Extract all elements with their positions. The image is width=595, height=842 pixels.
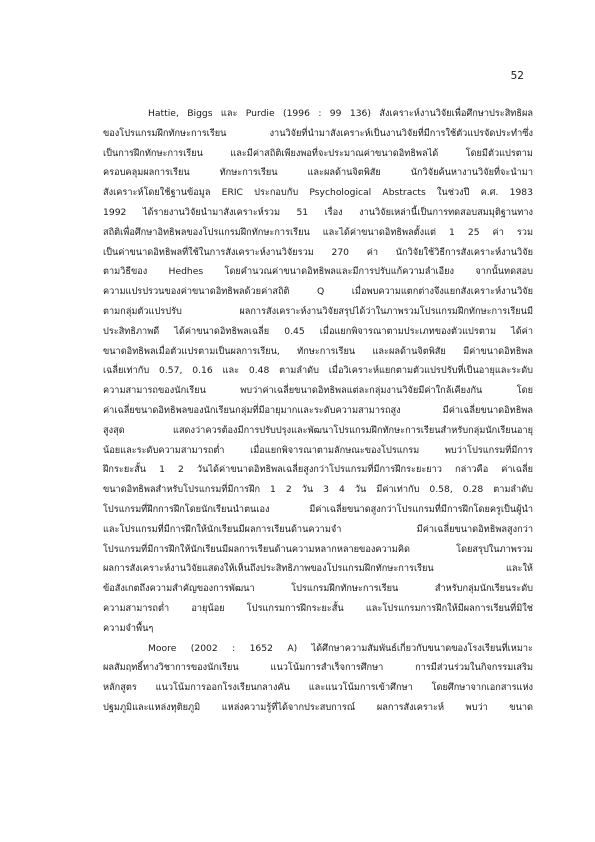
text-line: ประสิทธิภาพดี ได้ค่าขนาดอิทธิพลเฉลี่ย 0.45 เมื่อแยกพิจารณาตามประเภทของตัวแปรตาม ได้ค่า <box>103 325 533 337</box>
text-line: ฝึกระยะสั้น 1 2 วันได้ค่าขนาดอิทธิพลเฉลี่ยสูงกว่าโปรแกรมที่มีการฝึกระยะยาว กล่าวคือ ค่าเฉลี่ย <box>103 464 533 476</box>
text-line: ความสามารถของนักเรียน พบว่าค่าเฉลี่ยขนาดอิทธิพลแต่ละกลุ่มงานวิจัยมีค่าใกล้เคียงกัน โดย <box>103 385 533 397</box>
text-line: สถิติเพื่อศึกษาอิทธิพลของโปรแกรมฝึกทักษะการเรียน และได้ค่าขนาดอิทธิพลตั้งแต่ 1 25 ค่า รวม <box>103 226 533 238</box>
text-line: 1992 ได้รายงานวิจัยนำมาสังเคราะห์รวม 51 เรื่อง งานวิจัยเหล่านี้เป็นการทดสอบสมมุติฐานทาง <box>103 206 533 218</box>
text-line: ขนาดอิทธิพลเมื่อตัวแปรตามเป็นผลการเรียน, ทักษะการเรียน และผลด้านจิตพิสัย มีค่าขนาดอิทธิพล <box>103 345 533 357</box>
text-line: ข้อสังเกตถึงความสำคัญของการพัฒนา โปรแกรมฝึกทักษะการเรียน สำหรับกลุ่มนักเรียนระดับ <box>103 583 533 595</box>
text-line: ความจำพื้นๆ <box>103 622 154 634</box>
text-line: ตามกลุ่มตัวแปรปรับ ผลการสังเคราะห์งานวิจัยสรุปได้ว่าในภาพรวมโปรแกรมฝึกทักษะการเรียนมี <box>103 305 533 317</box>
text-line: ปฐมภูมิและแหล่งทุติยภูมิ แหล่งความรู้ที่ได้จากประสบการณ์ ผลการสังเคราะห์ พบว่า ขนาด <box>103 701 533 713</box>
paragraph-hattie <box>103 104 533 639</box>
text-line: สังเคราะห์โดยใช้ฐานข้อมูล ERIC ประกอบกับ Psychological Abstracts ในช่วงปี ค.ศ. 1983 <box>103 187 533 199</box>
text-line: ความสามารถต่ำ อายุน้อย โปรแกรมการฝึกระยะสั้น และโปรแกรมการฝึกให้มีผลการเรียนที่มิใช่ <box>103 602 533 614</box>
text-line: หลักสูตร แนวโน้มการออกโรงเรียนกลางคัน และแนวโน้มการเข้าศึกษา โดยศึกษาจากเอกสารแห่ง <box>103 682 533 694</box>
page-number: 52 <box>510 70 524 82</box>
text-line: โปรแกรมที่ฝึกการฝึกโดยนักเรียนนำตนเอง มีค่าเฉลี่ยขนาดสูงกว่าโปรแกรมที่มีการฝึกโดยครูเป็นผู้นำ <box>103 503 533 515</box>
text-line: ความแปรปรวนของค่าขนาดอิทธิพลด้วยค่าสถิติ Q เมื่อพบความแตกต่างจึงแยกสังเคราะห์งานวิจัย <box>103 286 533 298</box>
text-line: ผลการสังเคราะห์งานวิจัยแสดงให้เห็นถึงประสิทธิภาพของโปรแกรมฝึกทักษะการเรียน และให้ <box>103 563 533 575</box>
text-line: โปรแกรมที่มีการฝึกให้นักเรียนมีผลการเรียนด้านความหลากหลายของความคิด โดยสรุปในภาพรวม <box>103 543 533 555</box>
text-line: ของโปรแกรมฝึกทักษะการเรียน งานวิจัยที่นำมาสังเคราะห์เป็นงานวิจัยที่มีการใช้ตัวแปรจัดประทำซึ่ง <box>103 127 533 139</box>
body-text <box>103 104 533 718</box>
text-line: เฉลี่ยเท่ากับ 0.57, 0.16 และ 0.48 ตามลำดับ เมื่อวิเคราะห์แยกตามตัวแปรปรับที่เป็นอายุและระดับ <box>103 365 533 377</box>
text-line: และโปรแกรมที่มีการฝึกให้นักเรียนมีผลการเรียนด้านความจำ มีค่าเฉลี่ยขนาดอิทธิพลสูงกว่า <box>103 523 533 535</box>
paragraph-moore <box>103 639 533 718</box>
text-line: Hattie, Biggs และ Purdie (1996 : 99 136) สังเคราะห์งานวิจัยเพื่อศึกษาประสิทธิผล <box>148 108 533 119</box>
text-line: ผลสัมฤทธิ์ทางวิชาการของนักเรียน แนวโน้มการสำเร็จการศึกษา การมีส่วนร่วมในกิจกรรมเสริม <box>103 662 533 674</box>
text-line: เป็นการฝึกทักษะการเรียน และมีค่าสถิติเพียงพอที่จะประมาณค่าขนาดอิทธิพลได้ โดยมีตัวแปรตาม <box>103 147 533 159</box>
text-line: เป็นค่าขนาดอิทธิพลที่ใช้ในการสังเคราะห์งานวิจัยรวม 270 ค่า นักวิจัยใช้วิธีการสังเคราะห์งานวิจัย <box>103 246 533 258</box>
text-line: ตามวิธีของ Hedhes โดยคำนวณค่าขนาดอิทธิพลและมีการปรับแก้ความลำเอียง จากนั้นทดสอบ <box>103 266 533 278</box>
text-line: ขนาดอิทธิพลสำหรับโปรแกรมที่มีการฝึก 1 2 วัน 3 4 วัน มีค่าเท่ากับ 0.58, 0.28 ตามลำดับ <box>103 484 533 496</box>
text-line: สูงสุด แสดงว่าควรต้องมีการปรับปรุงและพัฒนาโปรแกรมฝึกทักษะการเรียนสำหรับกลุ่มนักเรียนอายุ <box>103 424 533 436</box>
text-line: น้อยและระดับความสามารถต่ำ เมื่อแยกพิจารณาตามลักษณะของโปรแกรม พบว่าโปรแกรมที่มีการ <box>103 444 533 456</box>
text-line: ครอบคลุมผลการเรียน ทักษะการเรียน และผลด้านจิตพิสัย นักวิจัยค้นหางานวิจัยที่จะนำมา <box>103 167 533 179</box>
text-line: Moore (2002 : 1652 A) ได้ศึกษาความสัมพันธ์เกี่ยวกับขนาดของโรงเรียนที่เหมาะ <box>148 642 533 654</box>
text-line: ค่าเฉลี่ยขนาดอิทธิพลของนักเรียนกลุ่มที่มีอายุมากและระดับความสามารถสูง มีค่าเฉลี่ยขนาดอิทธิพล <box>103 404 533 416</box>
